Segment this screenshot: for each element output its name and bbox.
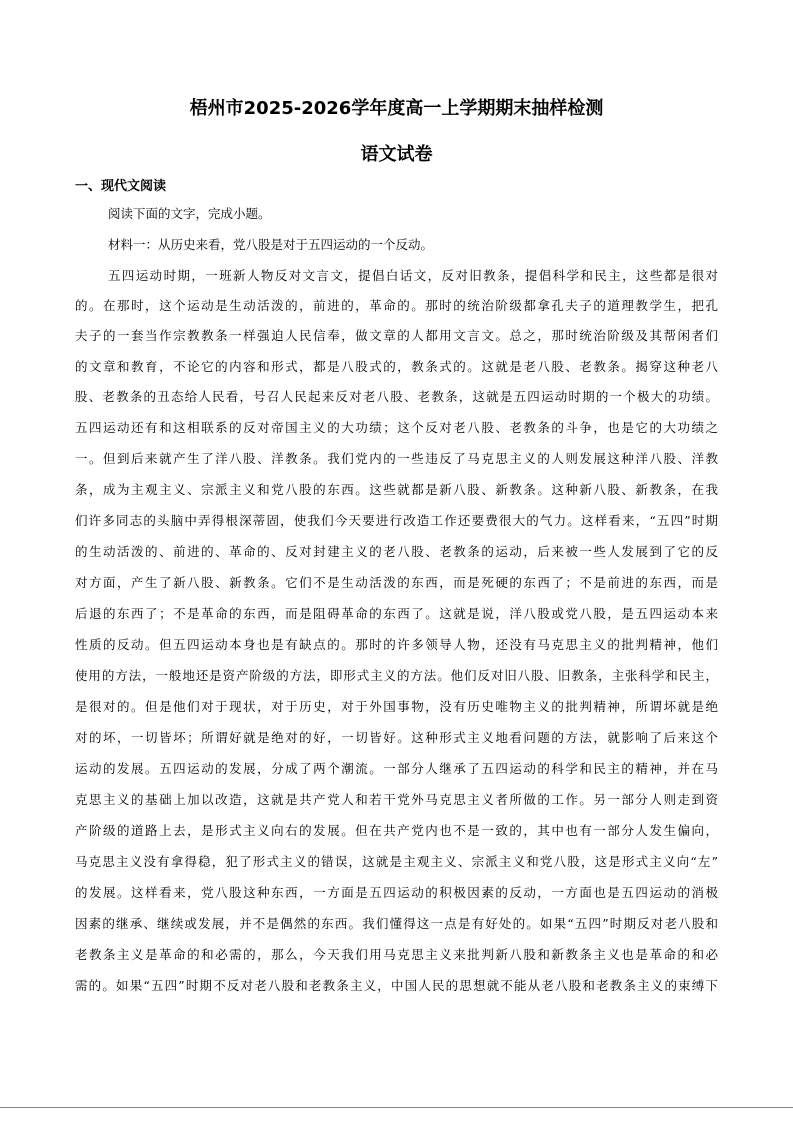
paragraph-line: 的生动活泼的、前进的、革命的、反对封建主义的老八股、老教条的运动，后来被一些人发展到了它的反 — [75, 544, 718, 559]
instruction-text: 阅读下面的文字，完成小题。 — [108, 206, 271, 221]
paragraph-line: 需的。如果“五四”时期不反对老八股和老教条主义，中国人民的思想就不能从老八股和老教条主义的束缚下 — [75, 978, 718, 993]
exam-subtitle: 语文试卷 — [360, 144, 433, 165]
paragraph-line: 五四运动时期，一班新人物反对文言文，提倡白话文，反对旧教条，提倡科学和民主，这些都是很对 — [108, 268, 718, 283]
paragraph-line: 马克思主义没有拿得稳，犯了形式主义的错误，这就是主观主义、宗派主义和党八股，这是形式主义向“左” — [75, 854, 718, 869]
paragraph-line: 一。但到后来就产生了洋八股、洋教条。我们党内的一些违反了马克思主义的人则发展这种洋八股、洋教 — [75, 451, 718, 466]
paragraph-line: 是很对的。但是他们对于现状，对于历史，对于外国事物，没有历史唯物主义的批判精神，所谓坏就是绝 — [75, 699, 718, 714]
paragraph-line: 股、老教条的丑态给人民看，号召人民起来反对老八股、老教条，这就是五四运动时期的一个极大的功绩。 — [75, 389, 718, 404]
paragraph-line: 使用的方法，一般地还是资产阶级的方法，即形式主义的方法。他们反对旧八股、旧教条，主张科学和民主， — [75, 668, 718, 683]
paragraph-line: 对的坏，一切皆坏；所谓好就是绝对的好，一切皆好。这种形式主义地看问题的方法，就影响了后来这个 — [75, 730, 718, 745]
material-heading: 材料一：从历史来看，党八股是对于五四运动的一个反动。 — [108, 237, 434, 252]
paragraph-line: 运动的发展。五四运动的发展，分成了两个潮流。一部分人继承了五四运动的科学和民主的精神，并在马 — [75, 761, 718, 776]
paragraph-line: 条，成为主观主义、宗派主义和党八股的东西。这些就都是新八股、新教条。这种新八股、新教条，在我 — [75, 482, 718, 497]
paragraph-line: 后退的东西了；不是革命的东西，而是阻碍革命的东西了。这就是说，洋八股或党八股，是五四运动本来 — [75, 606, 718, 621]
page-bottom-divider — [0, 1107, 793, 1108]
paragraph-line: 产阶级的道路上去，是形式主义向右的发展。但在共产党内也不是一致的，其中也有一部分人发生偏向， — [75, 823, 718, 838]
paragraph-line: 性质的反动。但五四运动本身也是有缺点的。那时的许多领导人物，还没有马克思主义的批判精神，他们 — [75, 637, 718, 652]
paragraph-line: 克思主义的基础上加以改造，这就是共产党人和若干党外马克思主义者所做的工作。另一部分人则走到资 — [75, 792, 718, 807]
paragraph-line: 夫子的一套当作宗教教条一样强迫人民信奉，做文章的人都用文言文。总之，那时统治阶级及其帮闲者们 — [75, 328, 718, 343]
paragraph-line: 的文章和教育，不论它的内容和形式，都是八股式的，教条式的。这就是老八股、老教条。揭穿这种老八 — [75, 359, 718, 374]
paragraph-line: 因素的继承、继续或发展，并不是偶然的东西。我们懂得这一点是有好处的。如果“五四”时期反对老八股和 — [75, 916, 718, 931]
paragraph-line: 的。在那时，这个运动是生动活泼的，前进的，革命的。那时的统治阶级都拿孔夫子的道理教学生，把孔 — [75, 298, 718, 313]
exam-title: 梧州市2025-2026学年度高一上学期期末抽样检测 — [189, 98, 604, 119]
paragraph-line: 们许多同志的头脑中弄得根深蒂固，使我们今天要进行改造工作还要费很大的气力。这样看来，“五四”时期 — [75, 513, 718, 528]
paragraph-line: 老教条主义是革命的和必需的，那么，今天我们用马克思主义来批判新八股和新教条主义也是革命的和必 — [75, 947, 718, 962]
paragraph-line: 五四运动还有和这相联系的反对帝国主义的大功绩；这个反对老八股、老教条的斗争，也是它的大功绩之 — [75, 420, 718, 435]
paragraph-line: 的发展。这样看来，党八股这种东西，一方面是五四运动的积极因素的反动，一方面也是五四运动的消极 — [75, 885, 718, 900]
paragraph-line: 对方面，产生了新八股、新教条。它们不是生动活泼的东西，而是死硬的东西了；不是前进的东西，而是 — [75, 575, 718, 590]
section-heading: 一、现代文阅读 — [75, 179, 167, 194]
